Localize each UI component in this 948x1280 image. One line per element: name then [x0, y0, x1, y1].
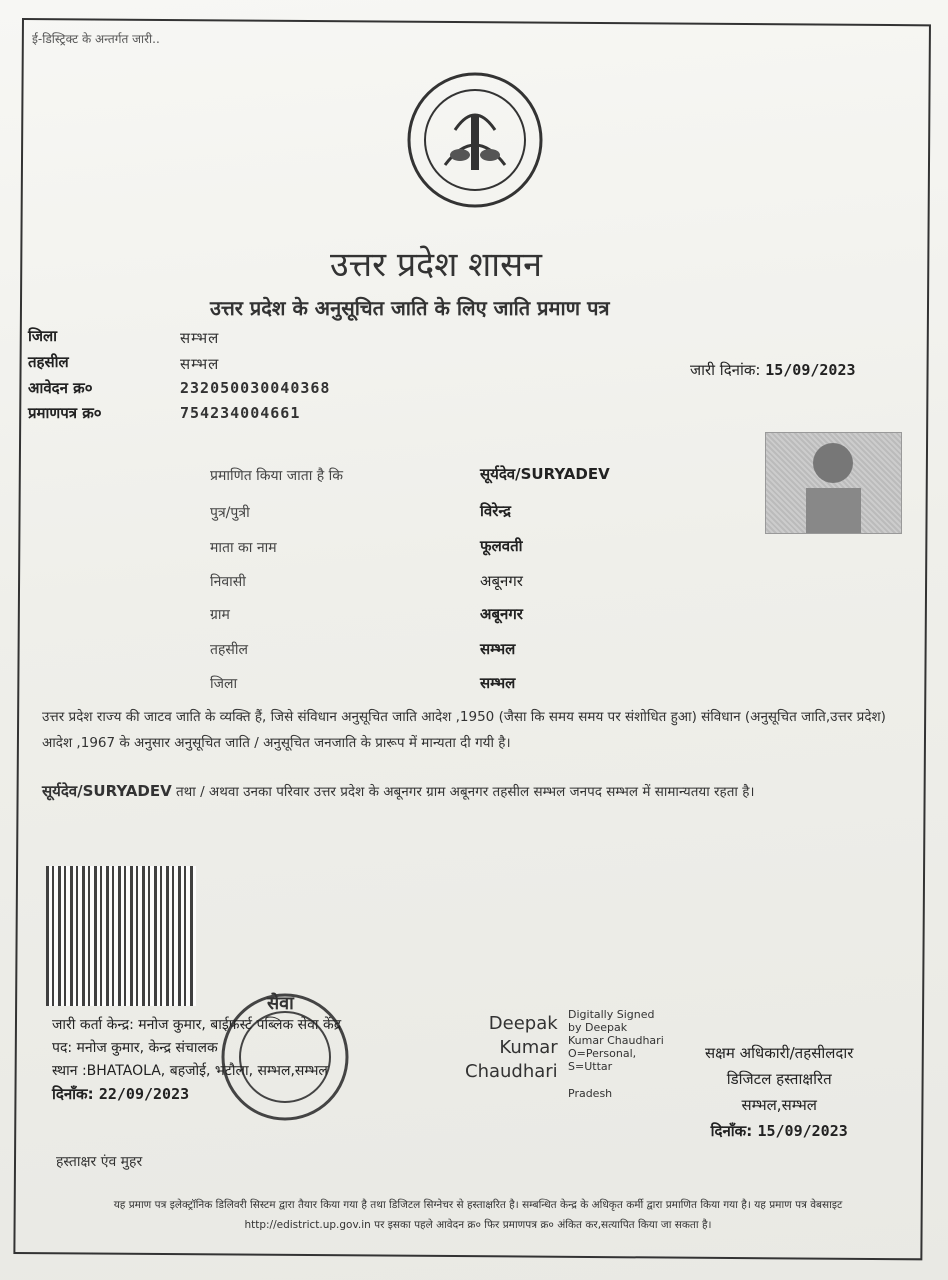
issuer-date: 22/09/2023: [98, 1085, 190, 1103]
sign-detail: Digitally Signed: [568, 1008, 655, 1021]
page-title: उत्तर प्रदेश शासन: [330, 245, 542, 285]
issuer-date-label: दिनाँक:: [52, 1085, 94, 1103]
father-label: पुत्र/पुत्री: [210, 505, 250, 521]
authority-signed: डिजिटल हस्ताक्षरित: [726, 1070, 832, 1088]
authority-place: सम्भल,सम्भल: [741, 1096, 817, 1114]
residence-paragraph: [42, 778, 892, 805]
digital-signature-name: [465, 1012, 558, 1084]
mother-value: फूलवती: [480, 537, 523, 555]
header-note: ई-डिस्ट्रिक्ट के अन्तर्गत जारी..: [32, 32, 160, 46]
village-value: अबूनगर: [480, 605, 523, 623]
sign-name-line1: Deepak: [488, 1013, 558, 1034]
resident-value: अबूनगर: [480, 572, 523, 590]
certificate-no-label: प्रमाणपत्र क्र०: [28, 404, 102, 422]
issuer-block: [52, 1014, 341, 1106]
certified-label: प्रमाणित किया जाता है कि: [210, 468, 344, 484]
tehsil-value: सम्भल: [180, 355, 220, 373]
issue-date-value: 15/09/2023: [765, 361, 856, 379]
sign-detail: Pradesh: [568, 1087, 613, 1100]
district-value: सम्भल: [180, 329, 220, 347]
issuer-center: जारी कर्ता केन्द्र: मनोज कुमार, बाईफर्स्ट पब्लिक सेवा केंद्र: [52, 1017, 342, 1033]
sign-detail: Kumar Chaudhari: [568, 1034, 664, 1047]
sign-name-line3: Chaudhari: [465, 1061, 558, 1082]
application-no-label: आवेदन क्र०: [28, 379, 93, 397]
father-value: विरेन्द्र: [480, 502, 511, 520]
sign-detail: S=Uttar: [568, 1060, 613, 1073]
page-subtitle: उत्तर प्रदेश के अनुसूचित जाति के लिए जाति प्रमाण पत्र: [210, 296, 610, 320]
mother-label: माता का नाम: [210, 540, 277, 556]
applicant-photo: [765, 432, 902, 534]
residence-text: तथा / अथवा उनका परिवार उत्तर प्रदेश के अबूनगर ग्राम अबूनगर तहसील सम्भल जनपद सम्भल में सामान्यतया रहता है।: [171, 784, 755, 800]
residence-name: सूर्यदेव/SURYADEV: [42, 782, 172, 800]
application-no-value: 232050030040368: [180, 379, 331, 397]
footer-note: यह प्रमाण पत्र इलेक्ट्रॉनिक डिलिवरी सिस्टम द्वारा तैयार किया गया है तथा डिजिटल सिग्नेचर से हस्ताक्षरित है। सम्बन्धित केन्द्र के अधिकृत कर्मी द्वारा प्रमाणित किया गया है। यह प्रमाण पत्र वेबसाइट http://edistrict.up.gov.in पर इसका पहले आवेदन क्र० फिर प्रमाणपत्र क्र० अंकित कर,सत्यापित किया जा सकता है।: [113, 1199, 843, 1231]
field-district-label: जिला: [210, 676, 238, 692]
qr-code: [46, 866, 196, 1006]
sign-detail: by Deepak: [568, 1021, 628, 1034]
village-label: ग्राम: [210, 607, 230, 623]
authority-block: [705, 1040, 853, 1144]
caste-paragraph: उत्तर प्रदेश राज्य की जाटव जाति के व्यक्ति हैं, जिसे संविधान अनुसूचित जाति आदेश ,1950 (जैसा कि समय समय पर संशोधित हुआ) संविधान (अनुसूचित जाति,उत्तर प्रदेश) आदेश ,1967 के अनुसार अनुसूचित जाति / अनुसूचित जनजाति के प्रारूप में मान्यता दी गयी है।: [42, 709, 886, 751]
field-tehsil-label: तहसील: [210, 642, 248, 658]
issuer-post: पद: मनोज कुमार, केन्द्र संचालक: [52, 1040, 218, 1056]
person-silhouette-icon: [766, 433, 901, 533]
resident-label: निवासी: [210, 574, 246, 590]
digital-signature-details: [568, 1008, 664, 1100]
certified-name-value: सूर्यदेव/SURYADEV: [480, 465, 610, 483]
authority-date-label: दिनाँक:: [710, 1122, 753, 1140]
sign-name-line2: Kumar: [499, 1037, 558, 1058]
certificate-no-value: 754234004661: [180, 404, 301, 422]
authority-date: 15/09/2023: [757, 1122, 848, 1140]
tehsil-label: तहसील: [28, 353, 69, 371]
issue-date: [690, 360, 856, 380]
field-tehsil-value: सम्भल: [480, 640, 516, 658]
field-district-value: सम्भल: [480, 674, 516, 692]
issue-date-label: जारी दिनांक:: [690, 361, 761, 379]
sign-and-seal-label: हस्ताक्षर एंव मुहर: [56, 1154, 143, 1170]
issuer-place: स्थान :BHATAOLA, बहजोई, भटौला, सम्भल,सम्भल: [52, 1063, 328, 1079]
authority-title: सक्षम अधिकारी/तहसीलदार: [705, 1044, 854, 1062]
district-label: जिला: [28, 327, 58, 345]
stamp-text: सेवा: [267, 993, 294, 1014]
sign-detail: O=Personal,: [568, 1047, 637, 1060]
up-government-emblem: [405, 70, 545, 210]
